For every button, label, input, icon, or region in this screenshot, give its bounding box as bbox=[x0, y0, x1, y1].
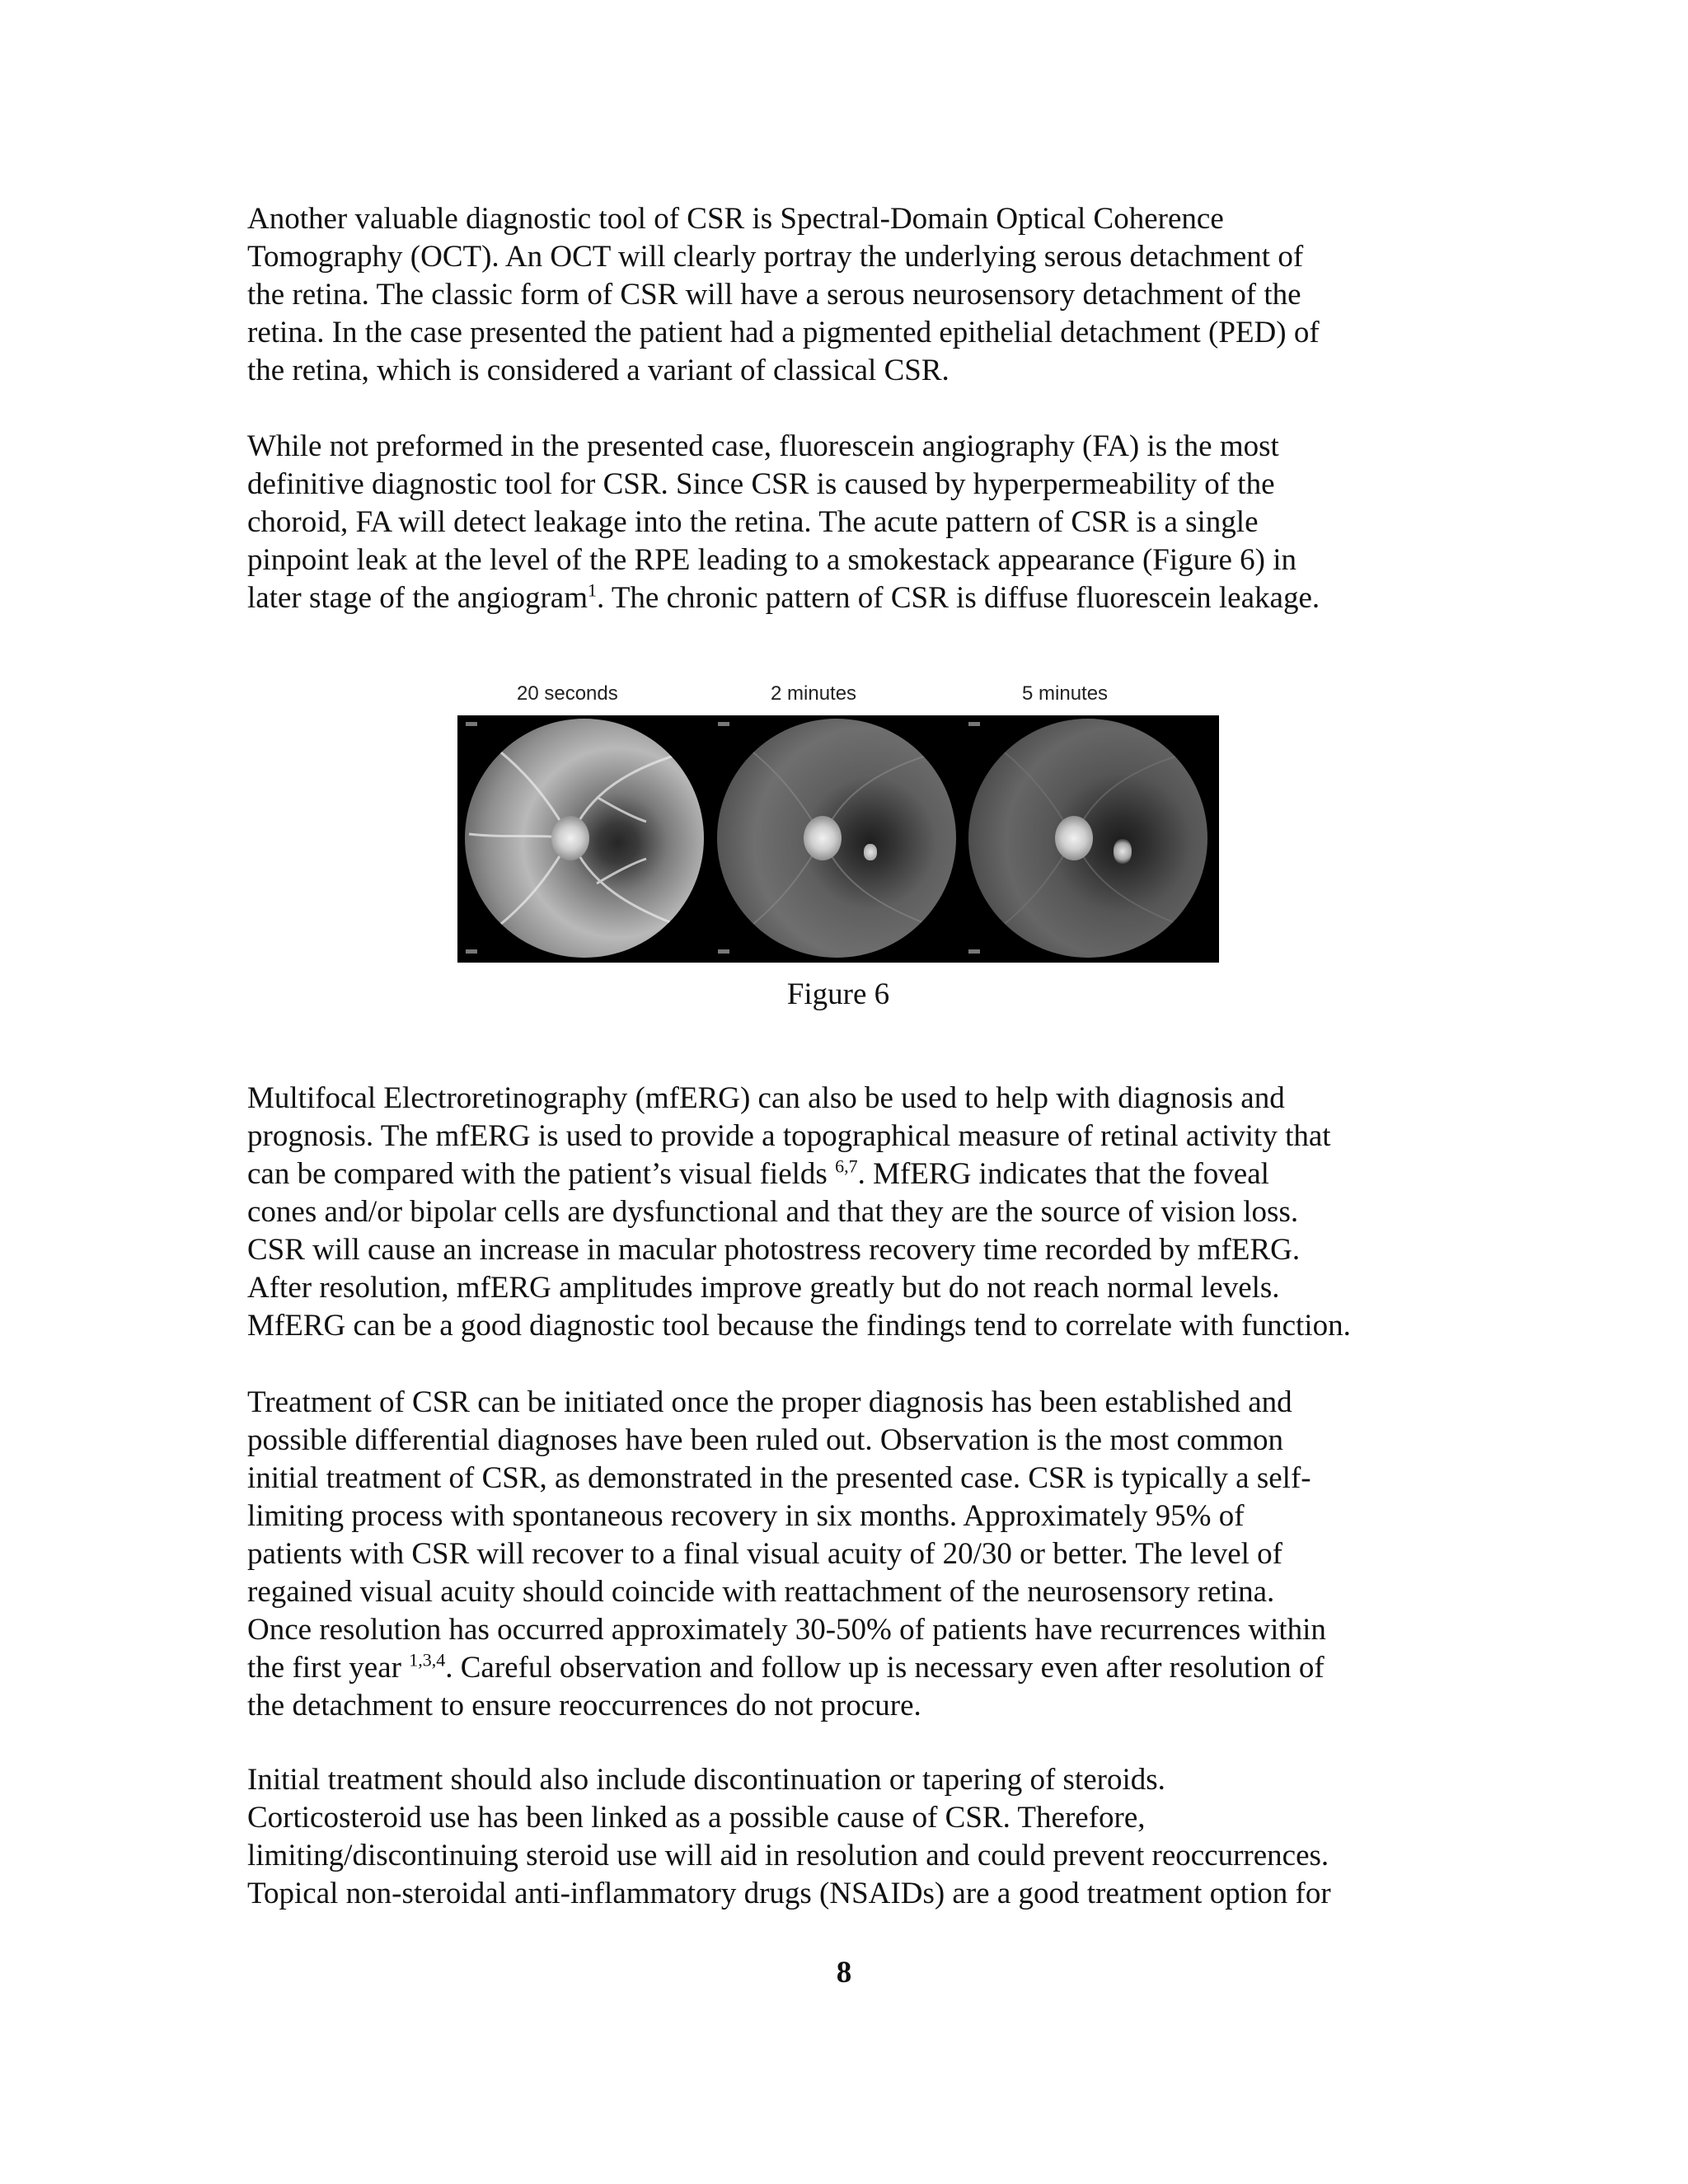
panel-label-20-seconds: 20 seconds bbox=[517, 682, 618, 705]
paragraph-treatment bbox=[247, 1384, 1467, 1725]
figure-6 bbox=[457, 682, 1219, 1011]
text-segment: . The chronic pattern of CSR is diffuse fluorescein leakage. bbox=[597, 581, 1320, 615]
text-line bbox=[247, 1649, 1467, 1687]
text-line: regained visual acuity should coincide with reattachment of the neurosensory retina. bbox=[247, 1575, 1275, 1609]
text-line bbox=[247, 579, 1467, 617]
figure-caption: Figure 6 bbox=[786, 977, 890, 1011]
text-line: Another valuable diagnostic tool of CSR is Spectral-Domain Optical Coherence bbox=[247, 202, 1224, 236]
text-segment: the first year bbox=[247, 1651, 410, 1685]
text-line: Initial treatment should also include discontinuation or tapering of steroids. bbox=[247, 1763, 1165, 1797]
text-segment: . MfERG indicates that the foveal bbox=[857, 1157, 1269, 1191]
text-line: MfERG can be a good diagnostic tool because the findings tend to correlate with function. bbox=[247, 1309, 1351, 1343]
text-line: the detachment to ensure reoccurrences do not procure. bbox=[247, 1689, 921, 1722]
leak-point bbox=[864, 844, 877, 860]
text-line: Multifocal Electroretinography (mfERG) can also be used to help with diagnosis and bbox=[247, 1081, 1285, 1115]
text-line: prognosis. The mfERG is used to provide a topographical measure of retinal activity that bbox=[247, 1119, 1331, 1153]
fundus-image-5-minutes bbox=[968, 719, 1207, 958]
text-line: Tomography (OCT). An OCT will clearly portray the underlying serous detachment of bbox=[247, 240, 1304, 274]
text-line: cones and/or bipolar cells are dysfunctional and that they are the source of vision loss. bbox=[247, 1195, 1299, 1229]
page-number: 8 bbox=[836, 1956, 852, 1990]
smokestack-leak bbox=[1114, 839, 1132, 864]
text-line bbox=[247, 1155, 1467, 1193]
text-line: choroid, FA will detect leakage into the retina. The acute pattern of CSR is a single bbox=[247, 505, 1259, 539]
text-line: Once resolution has occurred approximately 30-50% of patients have recurrences within bbox=[247, 1613, 1326, 1647]
angiogram-image-strip bbox=[457, 715, 1219, 963]
text-line: Topical non-steroidal anti-inflammatory drugs (NSAIDs) are a good treatment option for bbox=[247, 1877, 1331, 1910]
optic-disc bbox=[551, 816, 589, 860]
text-line: initial treatment of CSR, as demonstrated in the presented case. CSR is typically a self- bbox=[247, 1461, 1311, 1495]
text-segment: can be compared with the patient’s visual fields bbox=[247, 1157, 836, 1191]
paragraph-fluorescein-angiography bbox=[247, 428, 1467, 617]
text-segment: . Careful observation and follow up is necessary even after resolution of bbox=[445, 1651, 1325, 1685]
text-line: retina. In the case presented the patient had a pigmented epithelial detachment (PED) of bbox=[247, 316, 1320, 349]
fundus-image-20-seconds bbox=[465, 719, 704, 958]
citation-superscript: 1,3,4 bbox=[409, 1649, 446, 1671]
text-line: pinpoint leak at the level of the RPE leading to a smokestack appearance (Figure 6) in bbox=[247, 543, 1297, 577]
text-segment: later stage of the angiogram bbox=[247, 581, 588, 615]
text-line: the retina. The classic form of CSR will have a serous neurosensory detachment of the bbox=[247, 278, 1301, 312]
panel-label-5-minutes: 5 minutes bbox=[1022, 682, 1109, 705]
fundus-image-2-minutes bbox=[717, 719, 956, 958]
paragraph-oct bbox=[247, 200, 1467, 390]
optic-disc bbox=[804, 816, 842, 860]
text-line: After resolution, mfERG amplitudes improve greatly but do not reach normal levels. bbox=[247, 1271, 1280, 1305]
figure-panel-labels bbox=[457, 682, 1219, 715]
text-line: CSR will cause an increase in macular photostress recovery time recorded by mfERG. bbox=[247, 1233, 1301, 1267]
panel-label-2-minutes: 2 minutes bbox=[771, 682, 857, 705]
text-line: Corticosteroid use has been linked as a possible cause of CSR. Therefore, bbox=[247, 1801, 1146, 1835]
text-line: the retina, which is considered a variant of classical CSR. bbox=[247, 354, 950, 387]
text-line: limiting process with spontaneous recovery in six months. Approximately 95% of bbox=[247, 1499, 1245, 1533]
citation-superscript: 6,7 bbox=[835, 1155, 858, 1177]
text-line: possible differential diagnoses have been ruled out. Observation is the most common bbox=[247, 1423, 1284, 1457]
optic-disc bbox=[1055, 816, 1093, 860]
paragraph-mferg bbox=[247, 1080, 1467, 1345]
text-line: Treatment of CSR can be initiated once the proper diagnosis has been established and bbox=[247, 1385, 1292, 1419]
text-line: While not preformed in the presented case, fluorescein angiography (FA) is the most bbox=[247, 429, 1279, 463]
paragraph-steroids bbox=[247, 1761, 1467, 1913]
citation-superscript: 1 bbox=[588, 579, 597, 601]
text-line: limiting/discontinuing steroid use will aid in resolution and could prevent reoccurrences. bbox=[247, 1839, 1329, 1872]
text-line: patients with CSR will recover to a final visual acuity of 20/30 or better. The level of bbox=[247, 1537, 1282, 1571]
text-line: definitive diagnostic tool for CSR. Since CSR is caused by hyperpermeability of the bbox=[247, 467, 1275, 501]
